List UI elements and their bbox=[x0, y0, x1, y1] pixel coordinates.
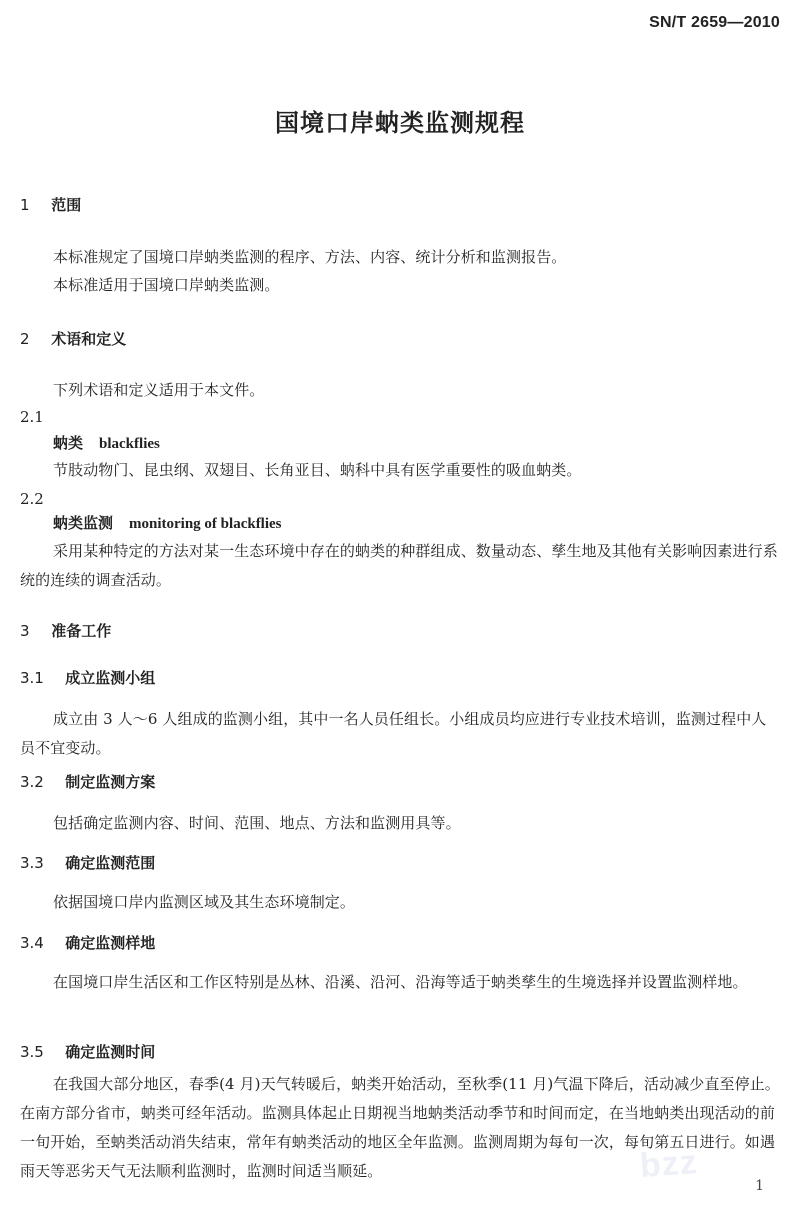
section-title: 准备工作 bbox=[51, 622, 112, 640]
term-english: blackflies bbox=[99, 436, 160, 452]
term-line-2-1 bbox=[53, 432, 160, 453]
section-number: 3 bbox=[20, 622, 30, 640]
standard-code: SN/T 2659—2010 bbox=[649, 14, 780, 31]
subsection-heading-3-2 bbox=[20, 771, 155, 792]
term-number-2-1: 2.1 bbox=[20, 408, 44, 426]
subsection-text-3-3: 依据国境口岸内监测区域及其生态环境制定。 bbox=[53, 893, 356, 911]
page-number: 1 bbox=[755, 1178, 764, 1194]
term-number-2-2: 2.2 bbox=[20, 490, 44, 508]
scope-paragraph-2: 本标准适用于国境口岸蚋类监测。 bbox=[53, 276, 280, 294]
scope-paragraph-1: 本标准规定了国境口岸蚋类监测的程序、方法、内容、统计分析和监测报告。 bbox=[53, 248, 567, 266]
subsection-number: 3.3 bbox=[20, 854, 44, 872]
subsection-heading-3-4 bbox=[20, 932, 155, 953]
subsection-title: 成立监测小组 bbox=[65, 669, 156, 687]
section-heading-1 bbox=[20, 194, 81, 215]
term-chinese: 蚋类 bbox=[53, 434, 84, 452]
subsection-text-3-2: 包括确定监测内容、时间、范围、地点、方法和监测用具等。 bbox=[53, 814, 461, 832]
section-number: 2 bbox=[20, 330, 30, 348]
subsection-number: 3.4 bbox=[20, 934, 44, 952]
section-number: 1 bbox=[20, 196, 30, 214]
subsection-text-3-5: 在我国大部分地区，春季(4 月)天气转暖后，蚋类开始活动，至秋季(11 月)气温下降后，活动减少直至停止。在南方部分省市，蚋类可经年活动。监测具体起止日期视当地蚋类活动季节和时间而定，在当地蚋类出现活动的前一旬开始，至蚋类活动消失结束，常年有蚋类活动的地区全年监测。监测周期为每旬一次，每旬第五日进行。如遇雨天等恶劣天气无法顺利监测时，监测时间适当顺延。 bbox=[20, 1075, 780, 1180]
subsection-title: 确定监测时间 bbox=[65, 1043, 156, 1061]
term-line-2-2 bbox=[53, 512, 282, 533]
section-heading-3 bbox=[20, 620, 111, 641]
document-title: 国境口岸蚋类监测规程 bbox=[275, 109, 525, 137]
term-chinese: 蚋类监测 bbox=[53, 514, 114, 532]
subsection-heading-3-5 bbox=[20, 1041, 155, 1062]
subsection-text-3-4: 在国境口岸生活区和工作区特别是丛林、沿溪、沿河、沿海等适于蚋类孳生的生境选择并设置监测样地。 bbox=[53, 973, 748, 991]
term-definition-2-1: 节肢动物门、昆虫纲、双翅目、长角亚目、蚋科中具有医学重要性的吸血蚋类。 bbox=[53, 461, 582, 479]
term-definition-2-2: 采用某种特定的方法对某一生态环境中存在的蚋类的种群组成、数量动态、孳生地及其他有关影响因素进行系统的连续的调查活动。 bbox=[20, 542, 778, 589]
section-title: 范围 bbox=[51, 196, 82, 214]
terms-intro-paragraph: 下列术语和定义适用于本文件。 bbox=[53, 381, 265, 399]
term-english: monitoring of blackflies bbox=[129, 516, 282, 532]
subsection-number: 3.1 bbox=[20, 669, 44, 687]
watermark-logo: bzz bbox=[638, 1143, 700, 1185]
subsection-text-3-1: 成立由 3 人～6 人组成的监测小组，其中一名人员任组长。小组成员均应进行专业技术培训，监测过程中人员不宜变动。 bbox=[20, 710, 767, 757]
subsection-title: 确定监测范围 bbox=[65, 854, 156, 872]
section-heading-2 bbox=[20, 328, 126, 349]
subsection-title: 确定监测样地 bbox=[65, 934, 156, 952]
subsection-heading-3-3 bbox=[20, 852, 155, 873]
subsection-heading-3-1 bbox=[20, 667, 155, 688]
section-title: 术语和定义 bbox=[51, 330, 127, 348]
subsection-number: 3.2 bbox=[20, 773, 44, 791]
subsection-number: 3.5 bbox=[20, 1043, 44, 1061]
subsection-title: 制定监测方案 bbox=[65, 773, 156, 791]
